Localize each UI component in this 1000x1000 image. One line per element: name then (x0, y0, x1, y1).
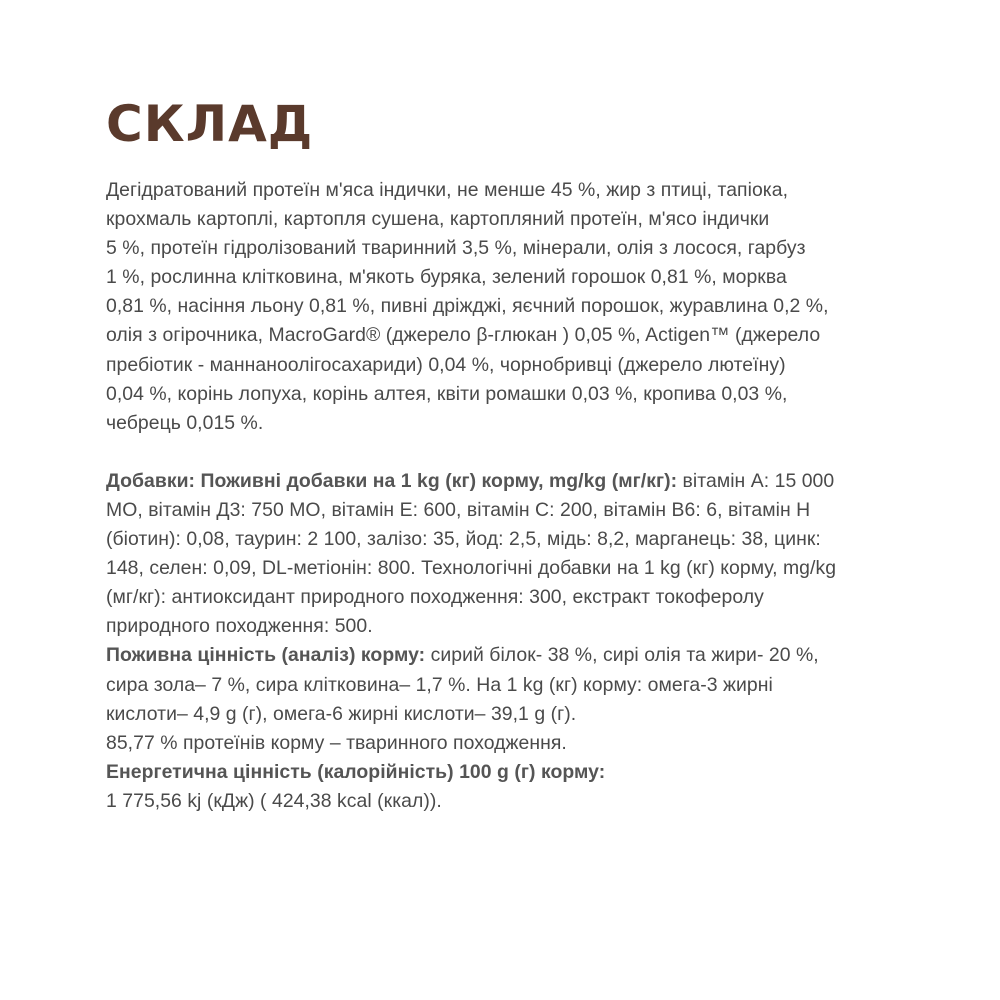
ingredients-line: чебрець 0,015 %. (106, 411, 264, 434)
energy-label: Енергетична цінність (калорійність) 100 g (г) корму: (106, 760, 606, 783)
page-title: СКЛАД (106, 95, 314, 153)
composition-text (106, 176, 930, 816)
ingredients-line: 1 %, рослинна клітковина, м'якоть буряка, зелений горошок 0,81 %, морква (106, 266, 787, 289)
ingredients-line: Дегідратований протеїн м'яса індички, не менше 45 %, жир з птиці, тапіока, (106, 179, 789, 201)
energy-value: 1 775,56 kj (кДж) ( 424,38 kcal (ккал)). (106, 789, 442, 812)
ingredients-line: олія з огірочника, MacroGard® (джерело β-глюкан ) 0,05 %, Actigen™ (джерело (106, 324, 821, 347)
additives-line: МО, вітамін Д3: 750 МО, вітамін Е: 600, вітамін С: 200, вітамін В6: 6, вітамін Н (106, 498, 811, 521)
ingredients-line: крохмаль картоплі, картопля сушена, картопляний протеїн, м'ясо індички (106, 208, 770, 231)
additives-line: (біотин): 0,08, таурин: 2 100, залізо: 35, йод: 2,5, мідь: 8,2, марганець: 38, цинк: (106, 528, 821, 551)
ingredients-line: 0,81 %, насіння льону 0,81 %, пивні дріжджі, яєчний порошок, журавлина 0,2 %, (106, 295, 829, 318)
section-gap (106, 438, 930, 467)
energy-block (106, 758, 930, 816)
nutrition-text: сирий білок- 38 %, сирі олія та жири- 20 %, (425, 644, 819, 667)
additives-label: Добавки: Поживні добавки на 1 kg (кг) корму, mg/kg (мг/кг): (106, 469, 678, 492)
ingredients-line: пребіотик - маннаноолігосахариди) 0,04 %, чорнобривці (джерело лютеїну) (106, 353, 786, 376)
ingredients-block (106, 176, 930, 438)
nutrition-line: 85,77 % протеїнів корму – тваринного походження. (106, 731, 567, 754)
ingredients-line: 5 %, протеїн гідролізований тваринний 3,5 %, мінерали, олія з лосося, гарбуз (106, 237, 806, 260)
additives-line: 148, селен: 0,09, DL-метіонін: 800. Технологічні добавки на 1 kg (кг) корму, mg/kg (106, 557, 837, 580)
nutrition-block (106, 641, 930, 757)
additives-line (106, 467, 930, 496)
ingredients-line: 0,04 %, корінь лопуха, корінь алтея, квіти ромашки 0,03 %, кропива 0,03 %, (106, 382, 788, 405)
nutrition-line: кислоти– 4,9 g (г), омега-6 жирні кислоти– 39,1 g (г). (106, 702, 577, 725)
nutrition-label: Поживна цінність (аналіз) корму: (106, 644, 426, 667)
additives-block (106, 467, 930, 642)
nutrition-line: сира зола– 7 %, сира клітковина– 1,7 %. На 1 kg (кг) корму: омега-3 жирні (106, 673, 773, 696)
additives-text: вітамін А: 15 000 (677, 469, 835, 492)
additives-line: (мг/кг): антиоксидант природного походження: 300, екстракт токоферолу (106, 586, 764, 609)
nutrition-line (106, 641, 930, 670)
additives-line: природного походження: 500. (106, 615, 373, 638)
